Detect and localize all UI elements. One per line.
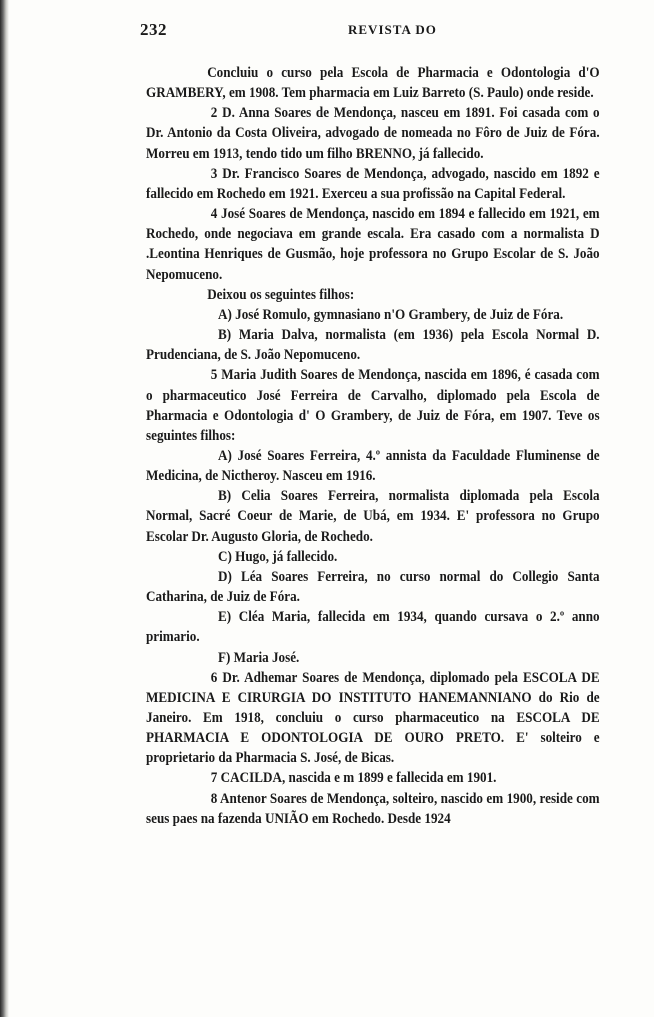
- paragraph: A) José Soares Ferreira, 4.º annista da Faculdade Fluminense de Medicina, de Nictheroy. Nasceu em 1916.: [146, 447, 600, 485]
- page-binding-edge: [0, 0, 9, 1017]
- paragraph: 3 Dr. Francisco Soares de Mendonça, advogado, nascido em 1892 e fallecido em Rochedo em 1921. Exerceu a sua profissão na Capital Federal.: [146, 165, 600, 202]
- paragraph: Deixou os seguintes filhos:: [207, 286, 355, 303]
- paragraph: 4 José Soares de Mendonça, nascido em 1894 e fallecido em 1921, em Rochedo, onde negociava em grande escala. Era casado com a normalista D .Leontina Henriques de Gusmão, hoje professora no Grupo Escolar de S. João Nepomuceno.: [146, 206, 600, 283]
- paragraph: 8 Antenor Soares de Mendonça, solteiro, nascido em 1900, reside com seus paes na fazenda UNIÃO em Rochedo. Desde 1924: [146, 790, 600, 827]
- paragraph: 5 Maria Judith Soares de Mendonça, nascida em 1896, é casada com o pharmaceutico José Ferreira de Carvalho, diplomado pela Escola de Pharmacia e Odontologia d' O Grambery, de Juiz de Fóra, em 1907. Teve os seguintes filhos:: [146, 367, 600, 444]
- paragraph: 7 CACILDA, nascida e m 1899 e fallecida em 1901.: [210, 770, 497, 787]
- paragraph: 2 D. Anna Soares de Mendonça, nasceu em 1891. Foi casada com o Dr. Antonio da Costa Oliveira, advogado de nomeada no Fôro de Juiz de Fóra. Morreu em 1913, tendo tido um filho BRENNO, já fallecido.: [146, 105, 600, 162]
- paragraph: A) José Romulo, gymnasiano n'O Grambery, de Juiz de Fóra.: [218, 306, 564, 323]
- paragraph: F) Maria José.: [218, 649, 300, 666]
- paragraph: B) Maria Dalva, normalista (em 1936) pela Escola Normal D. Prudenciana, de S. João Nepomuceno.: [146, 327, 600, 364]
- running-head: REVISTA DO: [348, 22, 437, 37]
- page-number: 232: [140, 20, 167, 39]
- paragraph: 6 Dr. Adhemar Soares de Mendonça, diplomado pela ESCOLA DE MEDICINA E CIRURGIA DO INSTITUTO HANEMANNIANO do Rio de Janeiro. Em 1918, concluiu o curso pharmaceutico na ESCOLA DE PHARMACIA E ODONTOLOGIA DE OURO PRETO. E' solteiro e proprietario da Pharmacia S. José, de Bicas.: [146, 669, 600, 767]
- paragraph: D) Léa Soares Ferreira, no curso normal do Collegio Santa Catharina, de Juiz de Fóra.: [146, 568, 600, 606]
- paragraph: Concluiu o curso pela Escola de Pharmacia e Odontologia d'O GRAMBERY, em 1908. Tem pharmacia em Luiz Barreto (S. Paulo) onde reside.: [146, 65, 600, 102]
- body-text: [146, 63, 600, 829]
- paragraph: B) Celia Soares Ferreira, normalista diplomada pela Escola Normal, Sacré Coeur de Marie, de Ubá, em 1934. E' professora no Grupo Escolar Dr. Augusto Gloria, de Rochedo.: [146, 488, 600, 545]
- paragraph: E) Cléa Maria, fallecida em 1934, quando cursava o 2.º anno primario.: [146, 609, 600, 646]
- page-header: [140, 20, 640, 44]
- paragraph: C) Hugo, já fallecido.: [218, 548, 338, 565]
